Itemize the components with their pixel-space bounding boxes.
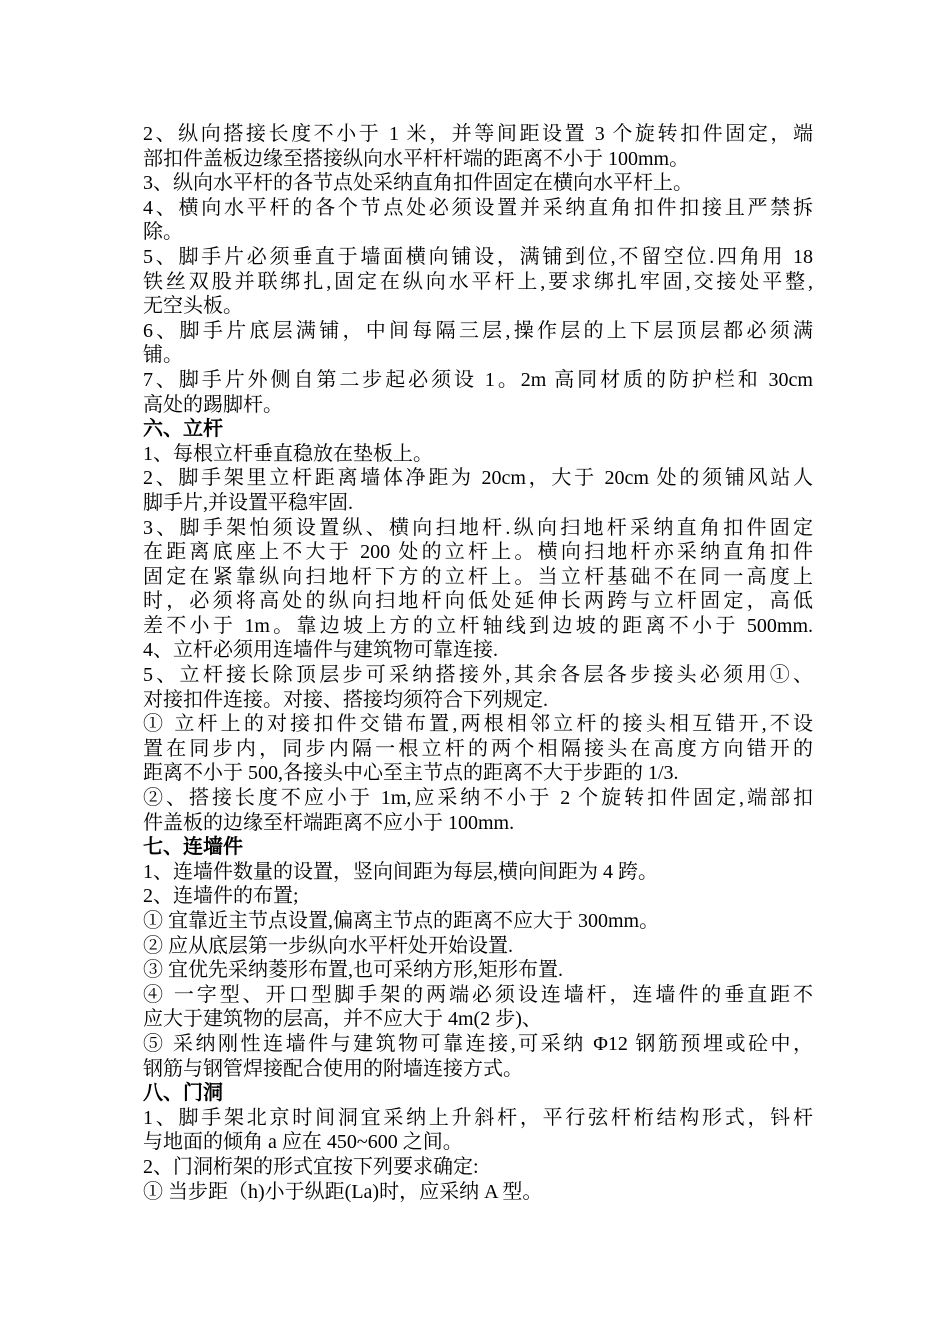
text-line: 在距离底座上不大于 200 处的立杆上。横向扫地杆亦采纳直角扣件 <box>143 541 813 564</box>
text-line: 差不小于 1m。靠边坡上方的立杆轴线到边坡的距离不小于 500mm. <box>143 614 813 637</box>
text-line: 1、连墙件数量的设置，竖向间距为每层,横向间距为 4 跨。 <box>143 860 658 883</box>
text-line: 7、脚手片外侧自第二步起必须设 1。2m 高同材质的防护栏和 30cm <box>143 368 813 391</box>
text-line: 6、脚手片底层满铺，中间每隔三层,操作层的上下层顶层都必须满 <box>143 319 813 342</box>
text-line: 1、每根立杆垂直稳放在垫板上。 <box>143 442 433 465</box>
text-line: 部扣件盖板边缘至搭接纵向水平杆杆端的距离不小于 100mm。 <box>143 147 690 170</box>
text-line: 与地面的倾角 a 应在 450~600 之间。 <box>143 1131 463 1154</box>
text-line: 时，必须将高处的纵向扫地杆向低处延伸长两跨与立杆固定，高低 <box>143 590 813 613</box>
text-line: 2、纵向搭接长度不小于 1 米，并等间距设置 3 个旋转扣件固定，端 <box>143 123 813 145</box>
text-line: 5、脚手片必须垂直于墙面横向铺设，满铺到位,不留空位.四角用 18 <box>143 245 813 268</box>
text-line: 高处的踢脚杆。 <box>143 393 283 416</box>
text-line: 置在同步内，同步内隔一根立杆的两个相隔接头在高度方向错开的 <box>143 737 813 760</box>
text-line: 除。 <box>143 221 183 244</box>
text-line: 铺。 <box>143 344 183 367</box>
text-line: 应大于建筑物的层高，并不应大于 4m(2 步)、 <box>143 1008 542 1031</box>
text-line: 4、立杆必须用连墙件与建筑物可靠连接. <box>143 639 498 662</box>
text-line: 4、横向水平杆的各个节点处必须设置并采纳直角扣件扣接且严禁拆 <box>143 196 813 219</box>
text-line: ② 应从底层第一步纵向水平杆处开始设置. <box>143 934 513 957</box>
text-line: ① 当步距（h)小于纵距(La)时，应采纳 A 型。 <box>143 1180 543 1203</box>
text-line: 钢筋与钢管焊接配合使用的附墙连接方式。 <box>143 1057 523 1080</box>
text-line: 3、脚手架怕须设置纵、横向扫地杆.纵向扫地杆采纳直角扣件固定 <box>143 516 813 539</box>
section-heading: 七、连墙件 <box>143 836 243 859</box>
text-line: 件盖板的边缘至杆端距离不应小于 100mm. <box>143 811 515 834</box>
text-line: 2、门洞桁架的形式宜按下列要求确定: <box>143 1155 479 1178</box>
text-line: 铁丝双股并联绑扎,固定在纵向水平杆上,要求绑扎牢固,交接处平整, <box>143 270 813 293</box>
text-line: 2、脚手架里立杆距离墙体净距为 20cm，大于 20cm 处的须铺风站人 <box>143 467 813 490</box>
text-line: 1、脚手架北京时间洞宜采纳上升斜杆，平行弦杆桁结构形式，钭杆 <box>143 1106 813 1129</box>
text-line: ④ 一字型、开口型脚手架的两端必须设连墙杆，连墙件的垂直距不 <box>143 983 813 1006</box>
text-line: 2、连墙件的布置; <box>143 885 299 908</box>
text-line: 5、立杆接长除顶层步可采纳搭接外,其余各层各步接头必须用①、 <box>143 664 813 687</box>
text-line: ⑤ 采纳刚性连墙件与建筑物可靠连接,可采纳 Φ12 钢筋预埋或砼中， <box>143 1032 813 1055</box>
text-line: 3、纵向水平杆的各节点处采纳直角扣件固定在横向水平杆上。 <box>143 172 693 195</box>
text-line: 脚手片,并设置平稳牢固. <box>143 491 353 514</box>
text-line: 固定在紧靠纵向扫地杆下方的立杆上。当立杆基础不在同一高度上 <box>143 565 813 588</box>
text-line: ③ 宜优先采纳菱形布置,也可采纳方形,矩形布置. <box>143 959 563 982</box>
text-line: ②、搭接长度不应小于 1m,应采纳不小于 2 个旋转扣件固定,端部扣 <box>143 787 813 810</box>
text-line: ① 宜靠近主节点设置,偏离主节点的距离不应大于 300mm。 <box>143 910 660 932</box>
text-line: 距离不小于 500,各接头中心至主节点的距离不大于步距的 1/3. <box>143 762 679 785</box>
document-page <box>143 122 813 1204</box>
text-line: ① 立杆上的对接扣件交错布置,两根相邻立杆的接头相互错开,不设 <box>143 713 813 736</box>
text-line: 对接扣件连接。对接、搭接均须符合下列规定. <box>143 688 548 711</box>
text-line: 无空头板。 <box>143 295 243 318</box>
section-heading: 六、立杆 <box>143 418 223 441</box>
section-heading: 八、门洞 <box>143 1082 223 1105</box>
